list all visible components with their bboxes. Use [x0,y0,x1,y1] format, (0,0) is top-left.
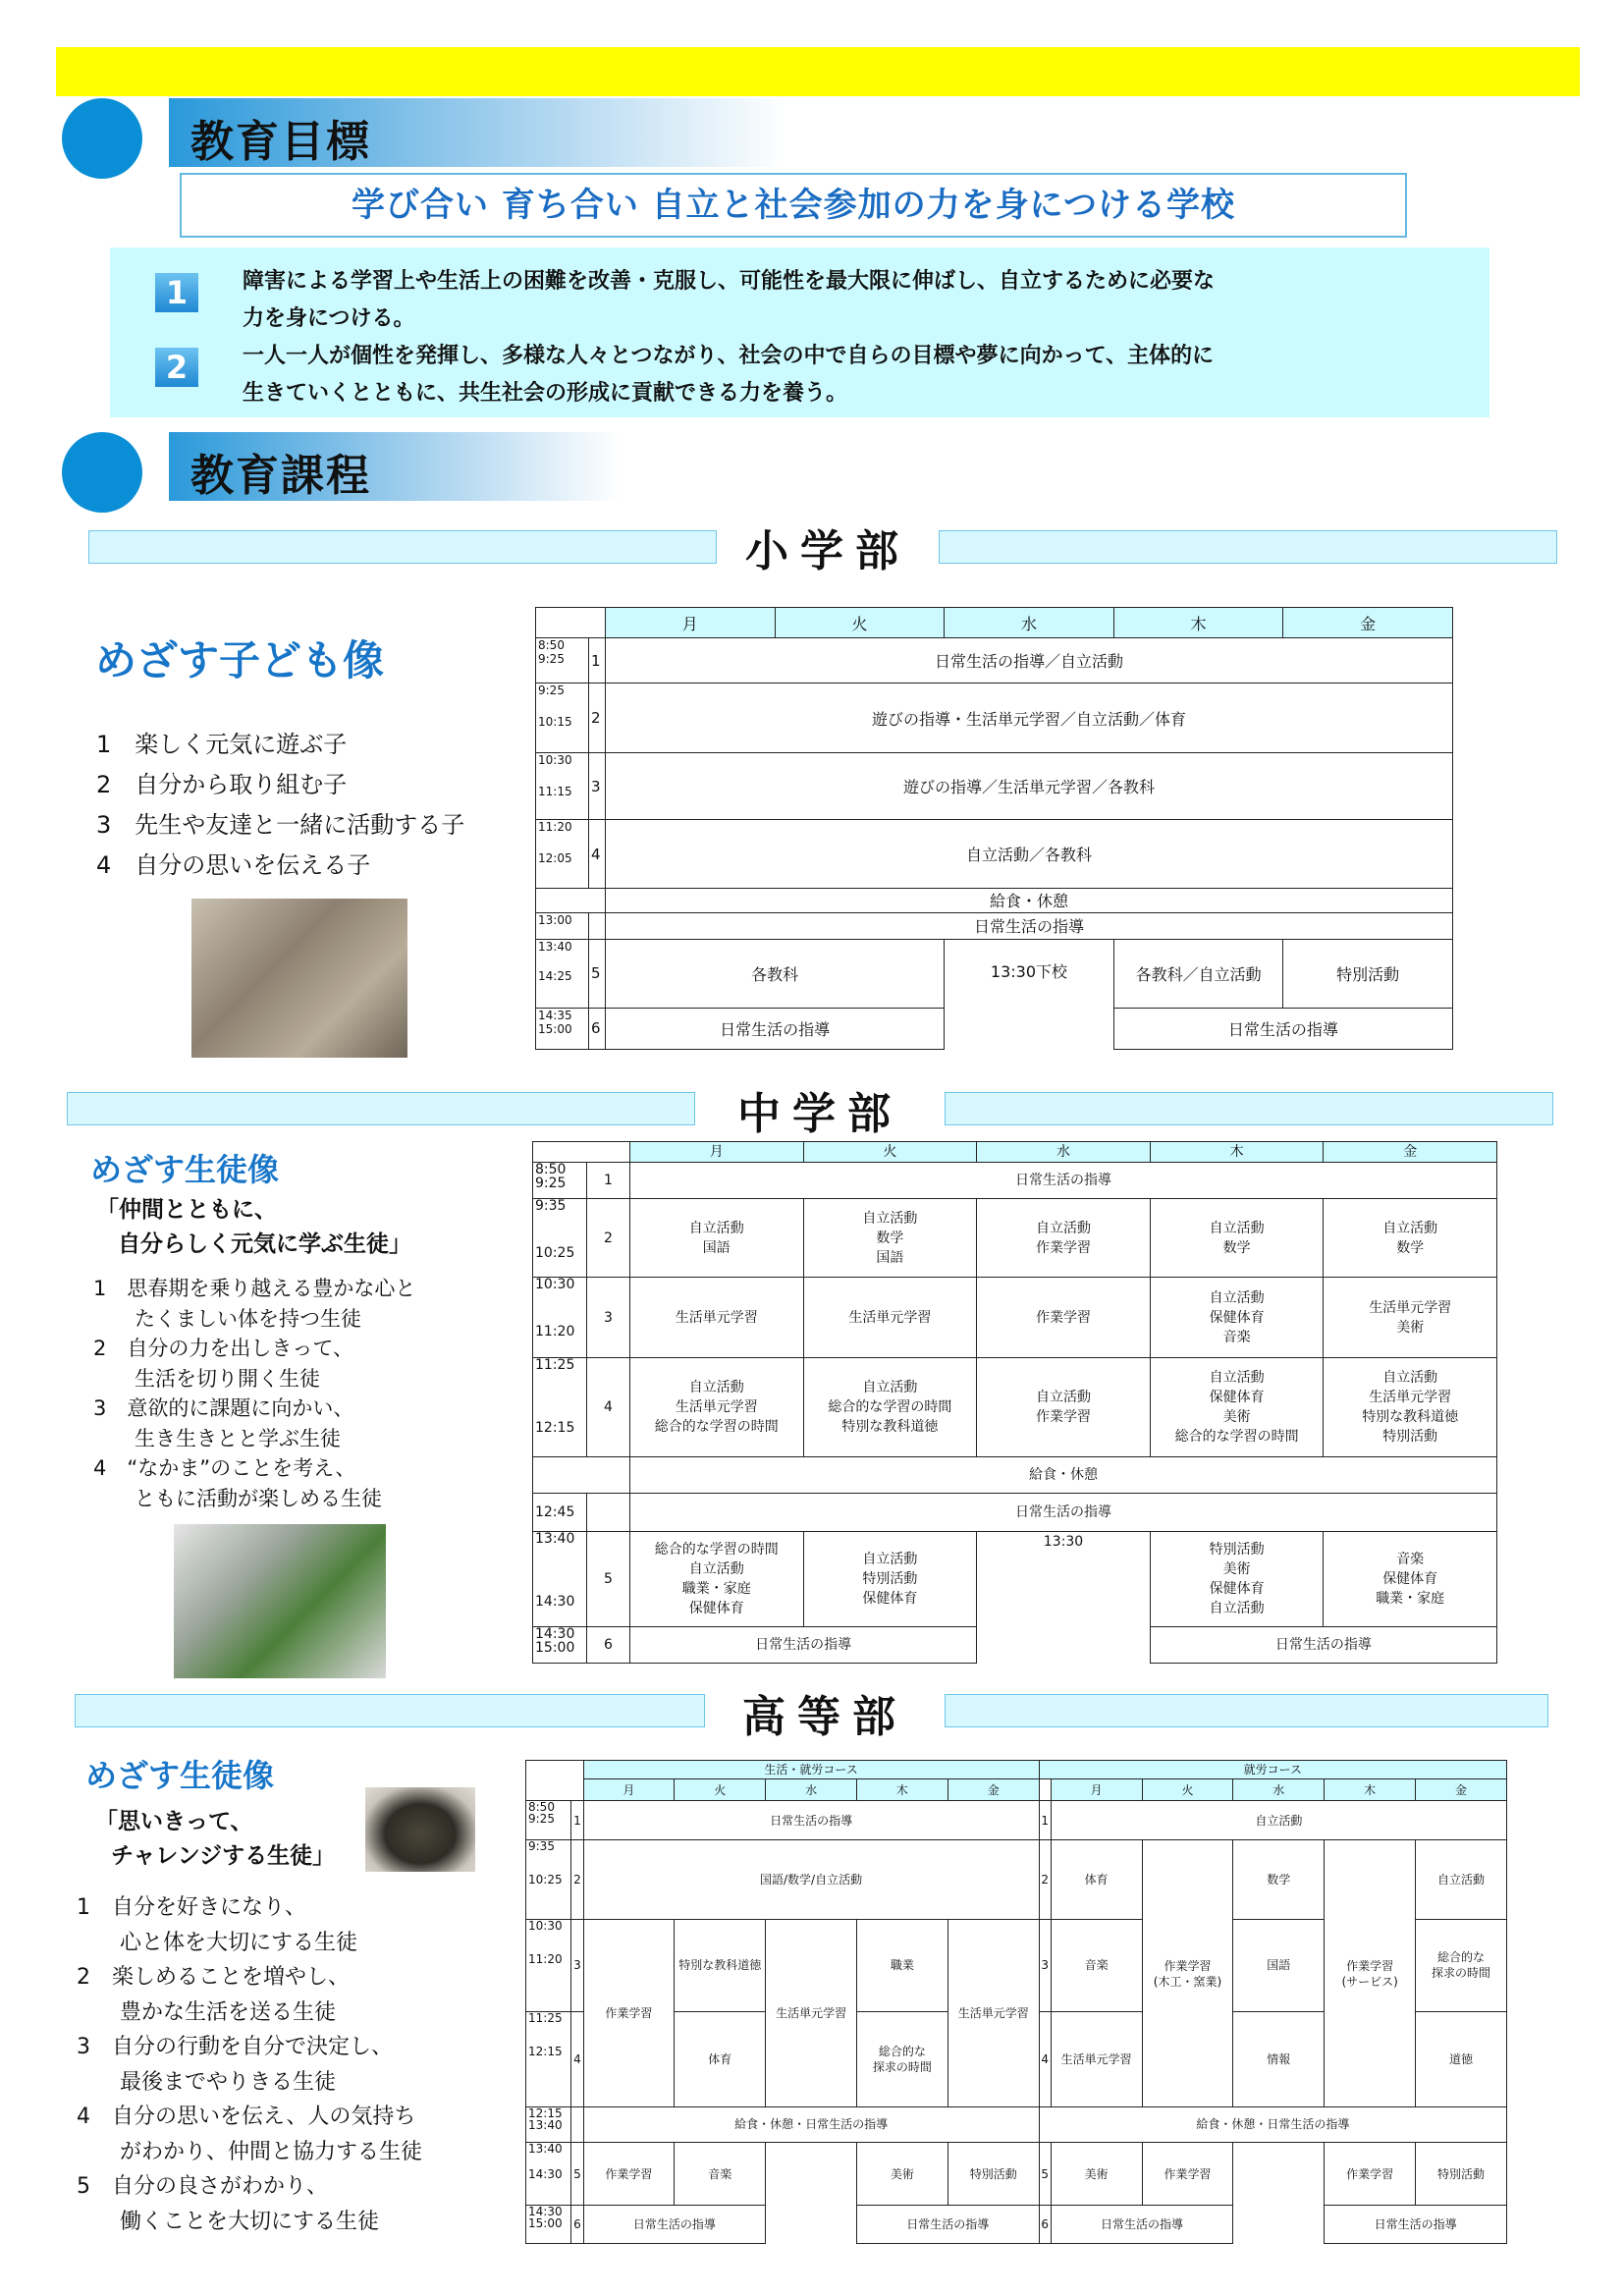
table-cell: 国語 [1233,1919,1325,2011]
table-cell: 遊びの指導・生活単元学習／自立活動／体育 [606,683,1453,753]
table-cell: 給食・休憩・日常生活の指導 [1039,2106,1506,2142]
table-cell: 8:50 9:25 [533,1163,587,1199]
table-cell [589,912,606,939]
table-cell: 特別活動 [1416,2143,1507,2206]
table-cell: 生活・就労コース [583,1761,1039,1779]
table-cell: 日常生活の指導 [630,1494,1497,1532]
elementary-photo [191,899,407,1058]
senior-aim-list: 1 自分を好きになり、 心と体を大切にする生徒 2 楽しめることを増やし、 豊かな生活を送る生徒 3 自分の行動を自分で決定し、 最後までやりきる生徒 4 自分の思いを伝え、人の気持ち がわかり、仲間と協力する生徒 5 自分の良さがわかり、 働くことを大切にする生徒 [77,1895,423,2234]
table-cell: 日常生活の指導 [1325,2206,1507,2244]
table-cell: 自立活動 [1416,1840,1507,1919]
table-cell: 木 [1150,1142,1324,1163]
junior-aim-list: 1 思春期を乗り越える豊かな心と たくましい体を持つ生徒 2 自分の力を出しきって、 生活を切り開く生徒 3 意欲的に課題に向かい、 生き生きとと学ぶ生徒 4 “なかま”のことを考え、 ともに活動が楽しめる生徒 [93,1277,416,1510]
table-cell: 金 [1324,1142,1497,1163]
table-cell: 日常生活の指導 [856,2206,1039,2244]
table-cell: 総合的な 探求の時間 [856,2012,947,2106]
table-cell: 6 [589,1008,606,1049]
table-cell [533,1142,630,1163]
table-cell: 月 [606,608,776,638]
table-cell: 総合的な 探求の時間 [1416,1919,1507,2011]
table-cell: 作業学習 [1142,2143,1233,2206]
table-cell: 日常生活の指導 [630,1627,977,1664]
table-cell: 木 [856,1779,947,1800]
table-cell: 9:35 10:25 [533,1198,587,1277]
table-cell: 10:30 11:20 [533,1278,587,1357]
table-cell: 生活単元学習 美術 [1324,1278,1497,1357]
table-cell: 11:25 12:15 [533,1357,587,1457]
table-cell: 日常生活の指導 [606,912,1453,939]
table-cell: 各教科／自立活動 [1113,939,1283,1008]
table-cell: 給食・休憩 [630,1457,1497,1494]
elementary-aim-list: 1 楽しく元気に遊ぶ子 2 自分から取り組む子 3 先生や友達と一緒に活動する子 4 自分の思いを伝える子 [96,731,465,879]
table-cell: 自立活動／各教科 [606,820,1453,888]
table-cell: 自立活動 特別活動 保健体育 [803,1531,977,1627]
table-cell: 作業学習 [583,2143,675,2206]
table-cell: 2 [589,683,606,753]
table-cell: 月 [583,1779,675,1800]
table-cell [1233,2143,1325,2244]
table-cell: 音楽 [675,2143,766,2206]
table-cell: 6 [587,1627,630,1664]
table-cell: 火 [775,608,945,638]
table-cell: 5 [589,939,606,1008]
table-cell: 給食・休憩 [606,888,1453,912]
table-cell: 就労コース [1039,1761,1506,1779]
table-cell: 自立活動 生活単元学習 特別な教科道徳 特別活動 [1324,1357,1497,1457]
table-cell: 美術 [1051,2143,1142,2206]
table-cell: 作業学習 [977,1278,1151,1357]
table-cell: 作業学習 (サービス) [1325,1840,1416,2106]
table-cell: 2 [1039,1840,1051,1919]
table-cell: 自立活動 保健体育 美術 総合的な学習の時間 [1150,1357,1324,1457]
table-cell: 特別活動 美術 保健体育 自立活動 [1150,1531,1324,1627]
table-cell: 音楽 保健体育 職業・家庭 [1324,1531,1497,1627]
table-cell: 体育 [675,2012,766,2106]
table-cell: 8:50 9:25 [536,638,589,683]
table-cell: 日常生活の指導 [1113,1008,1452,1049]
table-cell: 生活単元学習 [630,1278,804,1357]
table-cell: 1 [1039,1800,1051,1840]
table-cell: 生活単元学習 [803,1278,977,1357]
table-cell: 自立活動 生活単元学習 総合的な学習の時間 [630,1357,804,1457]
table-cell: 特別活動 [1283,939,1453,1008]
table-cell: 3 [571,1919,583,2011]
junior-band-right [945,1092,1553,1125]
table-cell: 14:30 15:00 [533,1627,587,1664]
section-bullet-icon [62,98,142,179]
table-cell: 金 [1416,1779,1507,1800]
table-cell: 自立活動 数学 国語 [803,1198,977,1277]
table-cell: 13:30 [977,1531,1151,1663]
senior-band-left [75,1694,705,1727]
table-cell: 6 [1039,2206,1051,2244]
table-cell: 自立活動 国語 [630,1198,804,1277]
table-cell: 自立活動 作業学習 [977,1198,1151,1277]
table-cell: 遊びの指導／生活単元学習／各教科 [606,753,1453,820]
table-cell: 12:45 [533,1494,587,1532]
table-cell: 2 [571,1840,583,1919]
goal-number-1: 1 [155,273,198,312]
table-cell: 日常生活の指導 [606,1008,945,1049]
table-cell: 3 [587,1278,630,1357]
table-cell: 数学 [1233,1840,1325,1919]
table-cell: 木 [1325,1779,1416,1800]
table-cell: 日常生活の指導 [630,1163,1497,1199]
table-cell [536,888,606,912]
section-bullet-icon [62,432,142,513]
table-cell: 月 [1051,1779,1142,1800]
table-cell: 音楽 [1051,1919,1142,2011]
goals-heading: 教育目標 [190,117,371,167]
table-cell: 4 [587,1357,630,1457]
table-cell: 日常生活の指導／自立活動 [606,638,1453,683]
table-cell: 5 [1039,2143,1051,2206]
table-cell: 体育 [1051,1840,1142,1919]
table-cell: 11:25 12:15 [526,2012,571,2106]
table-cell: 5 [587,1531,630,1627]
goals-header [169,98,787,167]
table-cell: 給食・休憩・日常生活の指導 [583,2106,1039,2142]
school-slogan: 学び合い 育ち合い 自立と社会参加の力を身につける学校 [180,173,1407,238]
table-cell: 木 [1113,608,1283,638]
junior-band-left [67,1092,695,1125]
table-cell: 10:30 11:15 [536,753,589,820]
senior-aim-title: めざす生徒像 [85,1757,275,1794]
table-cell [571,2106,583,2142]
table-cell: 水 [977,1142,1151,1163]
table-cell: 道徳 [1416,2012,1507,2106]
table-cell: 1 [589,638,606,683]
senior-title: 高等部 [705,1681,945,1742]
table-cell: 日常生活の指導 [583,1800,1039,1840]
table-cell: 生活単元学習 [1051,2012,1142,2106]
table-cell: 火 [803,1142,977,1163]
table-cell: 水 [766,1779,857,1800]
table-cell: 金 [947,1779,1039,1800]
goal-2-text: 一人一人が個性を発揮し、多様な人々とつながり、社会の中で自らの目標や夢に向かって、主体的に 生きていくとともに、共生社会の形成に貢献できる力を養う。 [243,344,1215,406]
table-cell: 作業学習 (木工・窯業) [1142,1840,1233,2106]
table-cell: 1 [571,1800,583,1840]
table-cell: 4 [1039,2012,1051,2106]
junior-aim-title: めざす生徒像 [90,1151,280,1188]
table-cell: 2 [587,1198,630,1277]
senior-timetable [525,1760,1507,2244]
table-cell: 6 [571,2206,583,2244]
elementary-band-right [939,530,1557,564]
table-cell: 10:30 11:20 [526,1919,571,2011]
table-cell: 自立活動 [1051,1800,1506,1840]
junior-photo [174,1524,386,1678]
goal-number-2: 2 [155,348,198,387]
goal-1-text: 障害による学習上や生活上の困難を改善・克服し、可能性を最大限に伸ばし、自立するために必要な 力を身につける。 [243,269,1216,331]
curriculum-heading: 教育課程 [190,451,371,501]
table-cell: 13:30下校 [945,939,1114,1049]
table-cell: 美術 [856,2143,947,2206]
table-cell: 11:20 12:05 [536,820,589,888]
table-cell: 自立活動 数学 [1324,1198,1497,1277]
table-cell [1039,1779,1051,1800]
table-cell: 14:35 15:00 [536,1008,589,1049]
table-cell: 生活単元学習 [947,1919,1039,2106]
table-cell: 4 [571,2012,583,2106]
table-cell: 水 [945,608,1114,638]
table-cell: 自立活動 総合的な学習の時間 特別な教科道徳 [803,1357,977,1457]
table-cell: 生活単元学習 [766,1919,857,2106]
goals-box [110,247,1489,417]
table-cell: 職業 [856,1919,947,2011]
elementary-band-left [88,530,717,564]
table-cell: 国語/数学/自立活動 [583,1840,1039,1919]
junior-title: 中学部 [695,1078,945,1139]
table-cell: 3 [1039,1919,1051,2011]
table-cell: 12:15 13:40 [526,2106,571,2142]
table-cell [533,1457,630,1494]
table-cell: 4 [589,820,606,888]
elementary-title: 小学部 [717,516,939,576]
table-cell: 1 [587,1163,630,1199]
table-cell [536,608,606,638]
table-cell: 作業学習 [1325,2143,1416,2206]
junior-timetable [532,1141,1497,1664]
elementary-aim-title: めざす子ども像 [95,636,385,684]
table-cell: 作業学習 [583,1919,675,2106]
table-cell: 総合的な学習の時間 自立活動 職業・家庭 保健体育 [630,1531,804,1627]
table-cell: 日常生活の指導 [1150,1627,1496,1664]
table-cell: 自立活動 数学 [1150,1198,1324,1277]
table-cell [766,2143,857,2244]
table-cell: 特別活動 [947,2143,1039,2206]
table-cell: 3 [589,753,606,820]
table-cell: 8:50 9:25 [526,1800,571,1840]
table-cell: 13:40 14:25 [536,939,589,1008]
table-cell: 火 [1142,1779,1233,1800]
table-cell [587,1494,630,1532]
top-banner [56,47,1580,96]
table-cell: 9:25 10:15 [536,683,589,753]
table-cell: 情報 [1233,2012,1325,2106]
table-cell: 5 [571,2143,583,2206]
table-cell: 金 [1283,608,1453,638]
curriculum-header [169,432,621,501]
table-cell: 14:30 15:00 [526,2206,571,2244]
table-cell: 日常生活の指導 [1051,2206,1233,2244]
table-cell: 13:40 14:30 [533,1531,587,1627]
junior-motto: 「仲間とともに、 自分らしく元気に学ぶ生徒」 [96,1197,411,1257]
table-cell: 特別な教科道徳 [675,1919,766,2011]
table-cell: 13:40 14:30 [526,2143,571,2206]
senior-band-right [945,1694,1548,1727]
table-cell [526,1761,584,1801]
table-cell: 自立活動 作業学習 [977,1357,1151,1457]
senior-photo [365,1787,475,1872]
table-cell: 9:35 10:25 [526,1840,571,1919]
table-cell: 火 [675,1779,766,1800]
table-cell: 日常生活の指導 [583,2206,766,2244]
table-cell: 水 [1233,1779,1325,1800]
table-cell: 各教科 [606,939,945,1008]
table-cell: 自立活動 保健体育 音楽 [1150,1278,1324,1357]
senior-motto: 「思いきって、 チャレンジする生徒」 [95,1809,336,1869]
table-cell: 月 [630,1142,804,1163]
elementary-timetable [535,607,1453,1050]
table-cell: 13:00 [536,912,589,939]
